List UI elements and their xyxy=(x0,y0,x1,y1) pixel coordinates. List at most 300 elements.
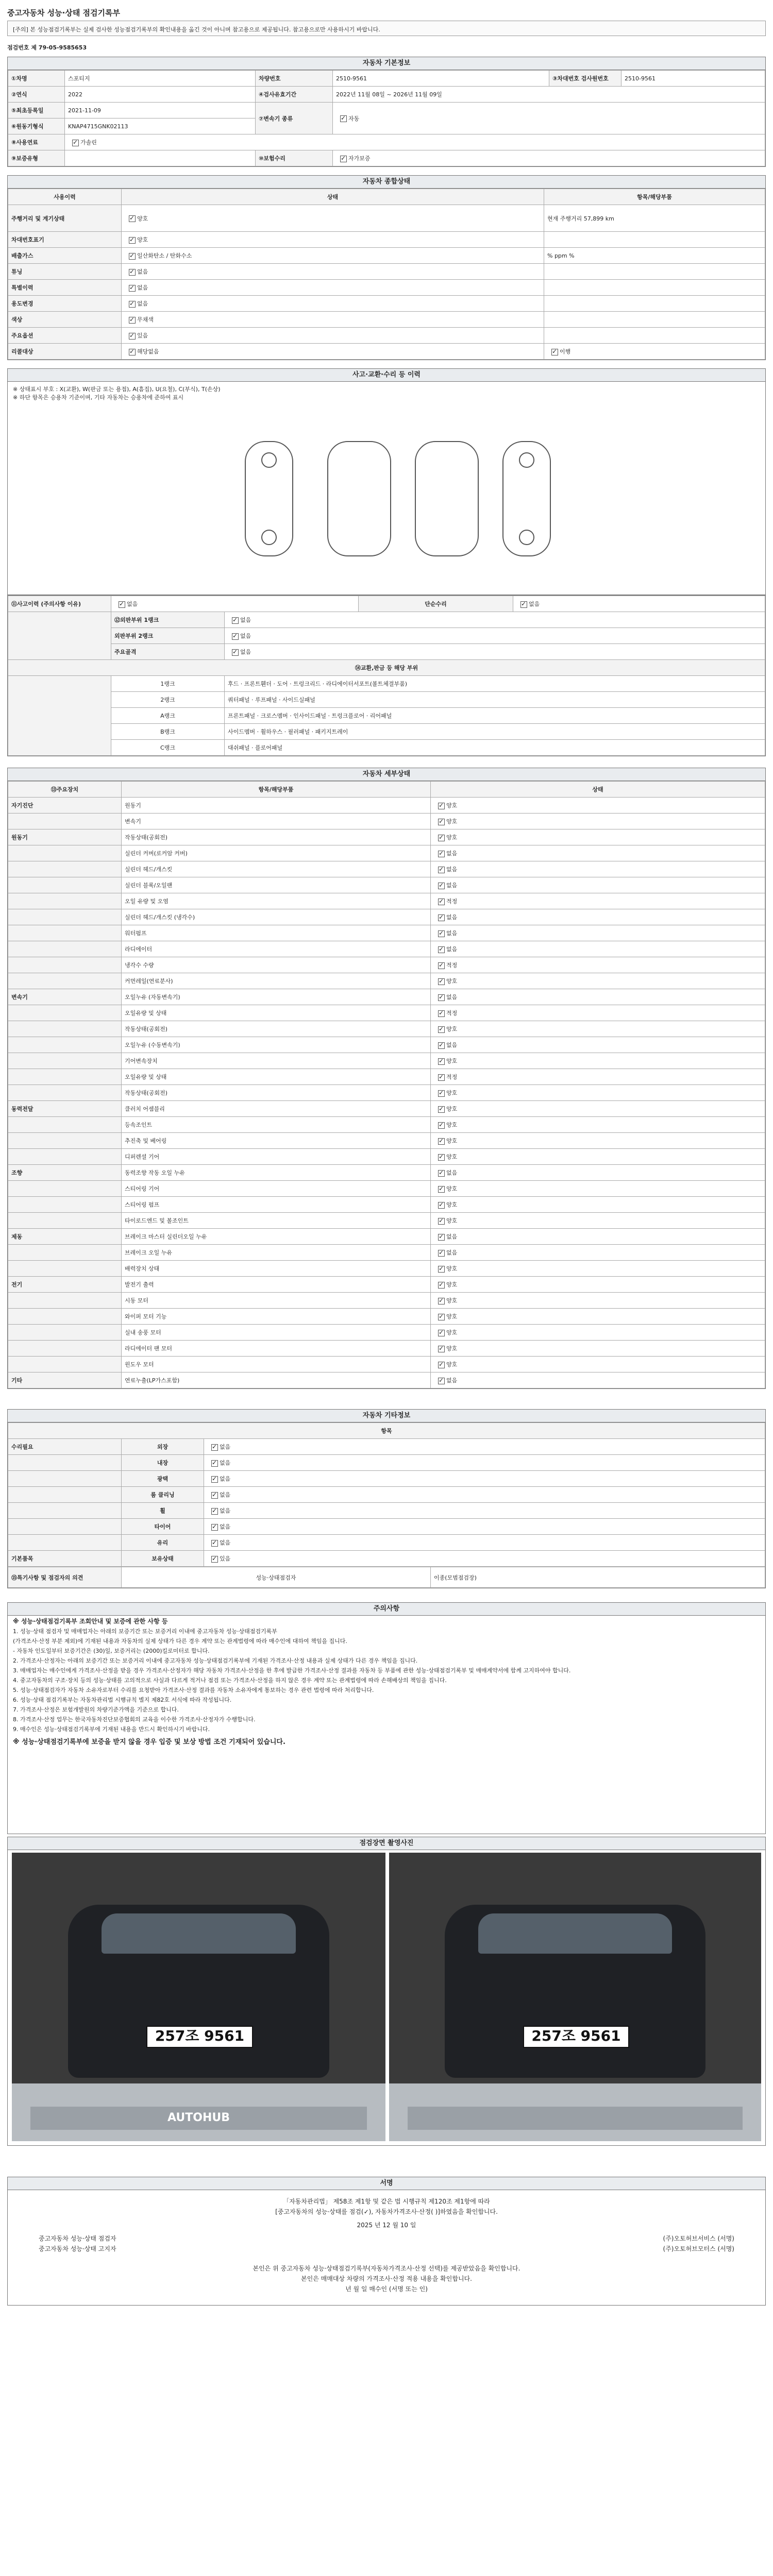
diagram-legend xyxy=(8,382,765,404)
table-row xyxy=(8,312,765,328)
checkbox-icon xyxy=(438,1154,445,1161)
state-text: 없음 xyxy=(446,914,458,921)
row-label: 외판부위 2랭크 xyxy=(111,628,225,644)
remarks-table xyxy=(8,1567,765,1588)
accident-table xyxy=(8,596,765,756)
value-text: 없음 xyxy=(240,649,251,655)
table-row xyxy=(8,1455,765,1471)
state-text: 있음 xyxy=(137,332,148,339)
group-label xyxy=(8,1487,122,1503)
group-label xyxy=(8,1037,122,1053)
table-row xyxy=(8,1021,765,1037)
table-row xyxy=(8,628,765,644)
checkbox-icon xyxy=(438,1026,445,1033)
col-header: 항목/해당부품 xyxy=(544,189,765,205)
signature-line: 본인은 매매대상 차량의 가격조사·산정 적용 내용을 확인합니다. xyxy=(301,2275,472,2282)
part-state xyxy=(431,1213,765,1229)
part-label: 윈도우 모터 xyxy=(122,1357,431,1372)
parts-subheader: ⑭교환,판금 등 해당 부위 xyxy=(8,660,765,676)
part-label: 등속조인트 xyxy=(122,1117,431,1133)
part-state xyxy=(431,814,765,829)
item-label: 광택 xyxy=(122,1471,204,1487)
group-label xyxy=(8,1261,122,1277)
table-row xyxy=(8,893,765,909)
state-text: 양호 xyxy=(446,802,458,809)
notes-section xyxy=(7,1602,766,1834)
party-label: 중고자동차 성능·상태 점검자 xyxy=(39,2235,116,2242)
group-label xyxy=(8,1535,122,1551)
damage-diagram-section xyxy=(7,368,766,595)
table-row xyxy=(8,1439,765,1455)
label-fuel: ⑧사용연료 xyxy=(8,134,65,150)
notes-title: ※ 성능·상태점검기록부 조회안내 및 보증에 관한 사항 등 xyxy=(13,1618,168,1625)
state-text: 양호 xyxy=(137,215,148,222)
checkbox-icon xyxy=(438,946,445,953)
part-state xyxy=(431,1133,765,1149)
group-label: 기타 xyxy=(8,1372,122,1388)
table-row xyxy=(8,248,765,264)
remarks-inspector-label: 성능·상태점검자 xyxy=(122,1567,431,1588)
state-text: 없음 xyxy=(446,866,458,873)
damage-diagram-header: 사고·교환·수리 등 이력 xyxy=(8,369,765,382)
state-text: 양호 xyxy=(446,1106,458,1112)
rank-label: A랭크 xyxy=(111,708,225,724)
basic-info-table xyxy=(8,70,765,166)
checkbox-icon xyxy=(520,601,527,608)
checkbox-icon xyxy=(438,1346,445,1352)
row-note xyxy=(544,328,765,344)
checkbox-icon xyxy=(438,1282,445,1289)
state-text: 없음 xyxy=(137,300,148,307)
checkbox-icon xyxy=(438,867,445,873)
part-state xyxy=(431,1101,765,1117)
table-row xyxy=(8,328,765,344)
checkbox-icon xyxy=(438,883,445,889)
group-label xyxy=(8,1245,122,1261)
value-vin: 2510-9561 xyxy=(621,71,765,87)
table-row xyxy=(8,814,765,829)
checkbox-icon xyxy=(438,1186,445,1193)
table-row xyxy=(8,1133,765,1149)
part-label: 발전기 출력 xyxy=(122,1277,431,1293)
col-header: 항목/해당부품 xyxy=(122,782,431,798)
insurance-options xyxy=(333,150,765,166)
group-label: 조향 xyxy=(8,1165,122,1181)
car-right-view xyxy=(502,441,551,556)
checkbox-icon xyxy=(438,930,445,937)
group-label xyxy=(8,861,122,877)
row-note xyxy=(544,296,765,312)
other-info-header: 자동차 기타정보 xyxy=(8,1410,765,1422)
checkbox-icon xyxy=(129,269,136,276)
group-label xyxy=(8,1085,122,1101)
note-line: - 자동차 인도일부터 보증기간은 (30)일, 보증거리는 (2000)킬로미터로 합니다. xyxy=(13,1648,210,1654)
group-label xyxy=(8,1341,122,1357)
part-label: 타이로드엔드 및 볼조인트 xyxy=(122,1213,431,1229)
table-row xyxy=(8,1519,765,1535)
part-state xyxy=(431,1005,765,1021)
row-state xyxy=(122,248,544,264)
checkbox-icon xyxy=(211,1476,218,1483)
table-row xyxy=(8,1325,765,1341)
note-line: 5. 성능·상태점검자가 자동차 소유자로부터 수리를 요청받아 가격조사·산정 결과를 자동차 소유자에게 통보하는 경우 관련 법령에 따라 처리합니다. xyxy=(13,1687,374,1693)
part-state xyxy=(431,877,765,893)
car-bottom-view xyxy=(415,441,479,556)
label-first-registration: ⑤최초등록일 xyxy=(8,103,65,118)
state-text: 무채색 xyxy=(137,316,154,323)
group-label: 원동기 xyxy=(8,829,122,845)
state-text: 양호 xyxy=(137,236,148,243)
table-row xyxy=(8,1567,765,1588)
state-text: 양호 xyxy=(446,818,458,825)
checkbox-icon xyxy=(340,156,347,162)
car-rear-window xyxy=(478,1913,671,1954)
table-row xyxy=(8,1535,765,1551)
group-label xyxy=(8,1117,122,1133)
col-header: 상태 xyxy=(431,782,765,798)
col-header: ⑬주요장치 xyxy=(8,782,122,798)
table-row xyxy=(8,1069,765,1085)
basic-info-header: 자동차 기본정보 xyxy=(8,57,765,70)
item-label: 휠 xyxy=(122,1503,204,1519)
note-line: 4. 중고자동차의 구조·장치 등의 성능·상태를 고의적으로 사실과 다르게 적거나 점검 또는 가격조사·산정을 하지 않은 경우 계약 또는 관계법령에 따라 손해배상의 책임을 집니다. xyxy=(13,1677,447,1684)
group-label xyxy=(8,973,122,989)
checkbox-icon xyxy=(438,994,445,1001)
note-line: 3. 매매업자는 매수인에게 가격조사·산정을 받을 경우 가격조사·산정자가 해당 자동차 가격조사·산정을 한 후에 발급한 가격조사·산정 결과를 자동차 등 부품에 관한 성능·상태점검기록부 및 매매계약서에 함께 고지하여야 합니다. xyxy=(13,1667,571,1674)
part-label: 연료누출(LP가스포함) xyxy=(122,1372,431,1388)
state-text: 적정 xyxy=(446,1074,458,1080)
part-state xyxy=(431,1117,765,1133)
item-state xyxy=(204,1519,765,1535)
label-year: ②연식 xyxy=(8,87,65,103)
table-row xyxy=(8,1037,765,1053)
checkbox-icon xyxy=(438,1074,445,1081)
note-line: 9. 매수인은 성능·상태점검기록부에 기재된 내용을 반드시 확인하시기 바랍니다. xyxy=(13,1726,210,1733)
part-state xyxy=(431,1149,765,1165)
group-label xyxy=(8,845,122,861)
table-row xyxy=(8,280,765,296)
group-label xyxy=(8,1053,122,1069)
row-label: 특별이력 xyxy=(8,280,122,296)
part-state xyxy=(431,1021,765,1037)
checkbox-icon xyxy=(232,617,239,624)
item-label: 보유상태 xyxy=(122,1551,204,1567)
other-info-section xyxy=(7,1409,766,1588)
row-label: 주행거리 및 계기상태 xyxy=(8,205,122,232)
note-line: 2. 가격조사·산정자는 아래의 보증기간 또는 보증거리 이내에 중고자동차 성능·상태점검기록부에 기재된 가격조사·산정 내용과 실제 상태가 다른 경우 책임을 집니다. xyxy=(13,1657,418,1664)
item-label: 유리 xyxy=(122,1535,204,1551)
state-text: 없음 xyxy=(220,1507,231,1514)
row-note xyxy=(544,232,765,248)
part-label: 브레이크 오일 누유 xyxy=(122,1245,431,1261)
row-label: 색상 xyxy=(8,312,122,328)
table-row xyxy=(8,1277,765,1293)
group-label xyxy=(8,1519,122,1535)
row-state xyxy=(122,344,544,360)
group-label xyxy=(8,1181,122,1197)
row-label: 주요옵션 xyxy=(8,328,122,344)
part-label: 오일유량 및 상태 xyxy=(122,1069,431,1085)
rank-label: C랭크 xyxy=(111,740,225,756)
group-label xyxy=(8,925,122,941)
part-label: 워터펌프 xyxy=(122,925,431,941)
table-row xyxy=(8,1261,765,1277)
item-label: 타이어 xyxy=(122,1519,204,1535)
part-state xyxy=(431,1245,765,1261)
part-label: 클러치 어셈블리 xyxy=(122,1101,431,1117)
part-state xyxy=(431,957,765,973)
checkbox-icon xyxy=(129,317,136,324)
table-header-row xyxy=(8,782,765,798)
checkbox-icon xyxy=(438,1106,445,1113)
table-row xyxy=(8,1197,765,1213)
checkbox-icon xyxy=(438,914,445,921)
table-row xyxy=(8,1309,765,1325)
state-text: 없음 xyxy=(446,1249,458,1256)
group-label xyxy=(8,1325,122,1341)
state-text: 없음 xyxy=(220,1444,231,1450)
state-text: 양호 xyxy=(446,834,458,841)
state-text: 없음 xyxy=(220,1460,231,1466)
checkbox-icon xyxy=(438,899,445,905)
detail-table xyxy=(8,781,765,1388)
group-label xyxy=(8,1357,122,1372)
part-state xyxy=(431,1053,765,1069)
other-table xyxy=(8,1422,765,1567)
label-vin: ③차대번호 검사원번호 xyxy=(549,71,621,87)
part-label: 변속기 xyxy=(122,814,431,829)
checkbox-icon xyxy=(129,333,136,340)
row-label: ⑫외판부위 1랭크 xyxy=(111,612,225,628)
part-state xyxy=(431,909,765,925)
table-row xyxy=(8,877,765,893)
value-fuel: 가솔린 xyxy=(80,139,97,146)
col-header: 항목 xyxy=(8,1423,765,1439)
state-text: 없음 xyxy=(446,946,458,953)
signature-block xyxy=(8,2190,765,2294)
part-label: 작동상태(공회전) xyxy=(122,829,431,845)
table-row xyxy=(8,973,765,989)
detail-header: 자동차 세부상태 xyxy=(8,768,765,781)
fuel-options xyxy=(65,134,765,150)
state-text: 양호 xyxy=(446,1329,458,1336)
lift-platform xyxy=(30,2107,367,2130)
notes-bold: ※ 성능·상태점검기록부에 보증을 받지 않을 경우 입증 및 보상 방법 조건 기재되어 있습니다. xyxy=(13,1738,285,1746)
row-label: 단순수리 xyxy=(359,596,513,612)
party-value: (주)오토허브모터스 (서명) xyxy=(663,2245,734,2252)
row-label: ⑪사고이력 (주의사항 이유) xyxy=(8,596,111,612)
label-car-name: ①차명 xyxy=(8,71,65,87)
state-text: 양호 xyxy=(446,1361,458,1368)
part-label: 실린더 헤드/개스킷 (냉각수) xyxy=(122,909,431,925)
part-state xyxy=(431,1341,765,1357)
group-label xyxy=(8,1455,122,1471)
row-state xyxy=(122,312,544,328)
table-row xyxy=(8,264,765,280)
table-row xyxy=(8,957,765,973)
part-label: 와이퍼 모터 기능 xyxy=(122,1309,431,1325)
checkbox-icon xyxy=(438,1250,445,1257)
notes-list xyxy=(8,1628,765,1733)
row-note xyxy=(544,344,765,360)
rank-parts: 후드 · 프론트휀더 · 도어 · 트렁크리드 · 라디에이터서포트(볼트체결부품) xyxy=(225,676,765,692)
group-label: 기본품목 xyxy=(8,1551,122,1567)
table-row xyxy=(8,103,765,118)
table-row xyxy=(8,1503,765,1519)
row-value xyxy=(225,612,765,628)
item-label: 내장 xyxy=(122,1455,204,1471)
group-label xyxy=(8,1197,122,1213)
state-text: 적정 xyxy=(446,962,458,969)
part-label: 배력장치 상태 xyxy=(122,1261,431,1277)
state-text: 양호 xyxy=(446,1313,458,1320)
part-label: 시동 모터 xyxy=(122,1293,431,1309)
table-row xyxy=(8,1357,765,1372)
table-row xyxy=(8,296,765,312)
part-label: 냉각수 수량 xyxy=(122,957,431,973)
state-text: 적정 xyxy=(446,1010,458,1016)
item-label: 룸 클리닝 xyxy=(122,1487,204,1503)
item-state xyxy=(204,1503,765,1519)
value-text: 없음 xyxy=(240,633,251,639)
state-text: 양호 xyxy=(446,1185,458,1192)
state-text: 양호 xyxy=(446,1201,458,1208)
state-text: 있음 xyxy=(220,1555,231,1562)
item-state xyxy=(204,1487,765,1503)
rear-photo xyxy=(389,1853,761,2141)
checkbox-icon xyxy=(438,1378,445,1384)
lift-platform xyxy=(408,2107,743,2130)
row-value xyxy=(111,596,359,612)
table-row xyxy=(8,909,765,925)
signature-line: 「자동차관리법」 제58조 제1항 및 같은 법 시행규칙 제120조 제1항에 따라 xyxy=(283,2198,490,2205)
part-label: 원동기 xyxy=(122,798,431,814)
part-state xyxy=(431,845,765,861)
group-label: 전기 xyxy=(8,1277,122,1293)
table-row xyxy=(8,87,765,103)
table-row xyxy=(8,344,765,360)
rank-label: B랭크 xyxy=(111,724,225,740)
group-label xyxy=(8,909,122,925)
table-row xyxy=(8,989,765,1005)
notice-box: [주의] 본 성능점검기록부는 실제 검사한 성능점검기록부의 확인내용을 옮긴 것이 아니며 참고용으로 제공됩니다. 참고용으로만 사용하시기 바랍니다. xyxy=(7,21,766,36)
checkbox-icon xyxy=(438,1330,445,1336)
table-row xyxy=(8,644,765,660)
note-line: 1. 성능·상태 점검자 및 매매업자는 아래의 보증기간 또는 보증거리 이내에 중고자동차 성능·상태점검기록부 xyxy=(13,1628,277,1635)
table-row xyxy=(8,596,765,612)
row-note xyxy=(544,264,765,280)
state-text: 양호 xyxy=(446,1026,458,1032)
state-text: 없음 xyxy=(446,994,458,1001)
part-label: 스티어링 기어 xyxy=(122,1181,431,1197)
table-row xyxy=(8,798,765,814)
state-text: 없음 xyxy=(446,1170,458,1176)
checkbox-icon xyxy=(438,1218,445,1225)
rank-parts: 사이드멤버 · 휠하우스 · 필러패널 · 패키지트레이 xyxy=(225,724,765,740)
table-row xyxy=(8,861,765,877)
signature-party-2 xyxy=(8,2244,765,2254)
checkbox-icon xyxy=(232,649,239,656)
checkbox-icon xyxy=(438,1234,445,1241)
row-label: 용도변경 xyxy=(8,296,122,312)
table-row xyxy=(8,660,765,676)
part-state xyxy=(431,1069,765,1085)
checkbox-icon xyxy=(438,962,445,969)
row-state xyxy=(122,296,544,312)
checkbox-icon xyxy=(438,978,445,985)
table-row xyxy=(8,1229,765,1245)
group-label xyxy=(8,957,122,973)
wheel-icon xyxy=(519,530,534,545)
part-state xyxy=(431,989,765,1005)
row-state xyxy=(122,232,544,248)
front-photo xyxy=(12,1853,385,2141)
item-state xyxy=(204,1439,765,1455)
group-label: 변속기 xyxy=(8,989,122,1005)
state-text: 일산화탄소 / 탄화수소 xyxy=(137,252,192,259)
state-text: 양호 xyxy=(446,1217,458,1224)
row-label: 리콜대상 xyxy=(8,344,122,360)
table-row xyxy=(8,845,765,861)
checkbox-icon xyxy=(438,1314,445,1320)
state-text: 없음 xyxy=(446,1042,458,1048)
checkbox-icon xyxy=(211,1540,218,1547)
row-label: 배출가스 xyxy=(8,248,122,264)
table-row xyxy=(8,829,765,845)
notes-header: 주의사항 xyxy=(8,1603,765,1616)
state-text: 없음 xyxy=(220,1523,231,1530)
row-state xyxy=(122,205,544,232)
checkbox-icon xyxy=(72,140,79,146)
state-text: 양호 xyxy=(446,1345,458,1352)
part-state xyxy=(431,1357,765,1372)
part-state xyxy=(431,1037,765,1053)
col-header: 사용이력 xyxy=(8,189,122,205)
part-label: 오일유량 및 상태 xyxy=(122,1005,431,1021)
part-state xyxy=(431,925,765,941)
state-text: 없음 xyxy=(220,1476,231,1482)
license-plate-front: 257조 9561 xyxy=(146,2026,253,2048)
table-row xyxy=(8,150,765,166)
value-insurance: 자가보증 xyxy=(348,155,371,162)
rank-label: 1랭크 xyxy=(111,676,225,692)
table-row xyxy=(8,1245,765,1261)
part-label: 동력조향 작동 오일 누유 xyxy=(122,1165,431,1181)
detail-section xyxy=(7,768,766,1389)
checkbox-icon xyxy=(129,285,136,292)
checkbox-icon xyxy=(438,1298,445,1304)
checkbox-icon xyxy=(551,349,558,355)
state-text: 양호 xyxy=(446,1138,458,1144)
checkbox-icon xyxy=(438,1058,445,1065)
checkbox-icon xyxy=(438,1010,445,1017)
checkbox-icon xyxy=(438,851,445,857)
signature-header: 서명 xyxy=(8,2177,765,2190)
value-warranty-type xyxy=(65,150,256,166)
checkbox-icon xyxy=(129,349,136,355)
table-row xyxy=(8,1372,765,1388)
row-note: % ppm % xyxy=(544,248,765,264)
value-engine-type: KNAP4715GNK02113 xyxy=(65,118,256,134)
checkbox-icon xyxy=(438,1202,445,1209)
value-year: 2022 xyxy=(65,87,256,103)
value-car-name: 스포티지 xyxy=(65,71,256,87)
state-text: 양호 xyxy=(446,1265,458,1272)
part-state xyxy=(431,941,765,957)
group-label xyxy=(8,1133,122,1149)
checkbox-icon xyxy=(438,1170,445,1177)
legend-line: ※ 하단 항목은 승용차 기준이며, 기타 자동차는 승용차에 준하여 표시 xyxy=(13,394,184,401)
